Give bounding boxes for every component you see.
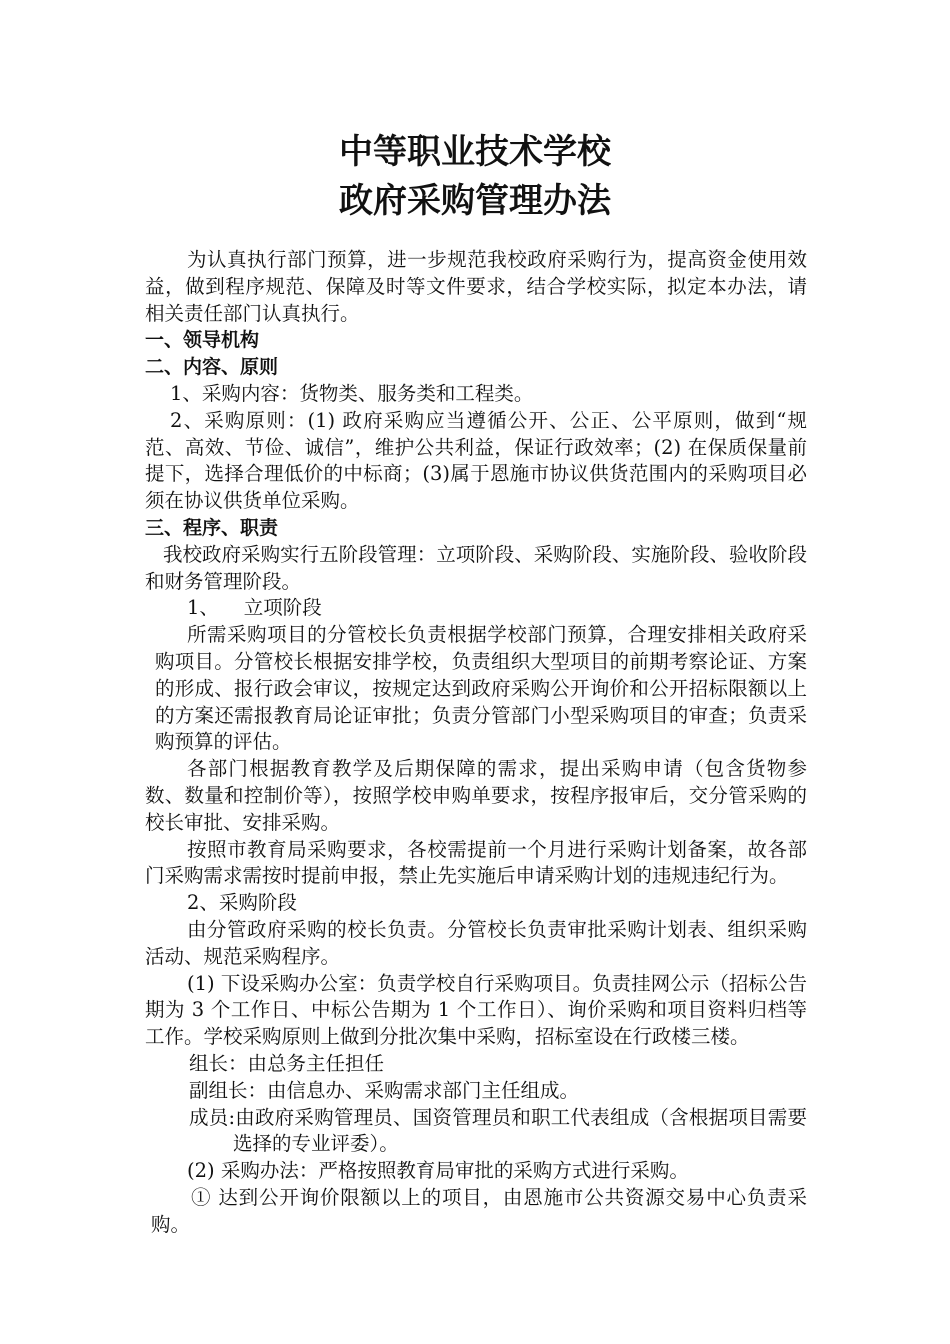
- stage2-procurement-method: (2) 采购办法：严格按照教育局审批的采购方式进行采购。: [187, 1159, 689, 1183]
- stage1-paragraph-1: 所需采购项目的分管校长负责根据学校部门预算，合理安排相关政府采购项目。分管校长根据安排学校，负责组织大型项目的前期考察论证、方案的形成、报行政会审议，按规定达到政府采购公开询价和公开招标限额以上的方案还需报教育局论证审批；负责分管部门小型采购项目的审查；负责采购预算的评估。: [155, 623, 807, 754]
- stage1-paragraph-3: 按照市教育局采购要求，各校需提前一个月进行采购计划备案，故各部门采购需求需按时提前申报，禁止先实施后申请采购计划的违规违纪行为。: [145, 837, 807, 888]
- document-title-line2: 政府采购管理办法: [339, 181, 611, 221]
- stage2-procurement-office: (1) 下设采购办公室：负责学校自行采购项目。负责挂网公示（招标公告期为 3 个工作日、中标公告期为 1 个工作日）、询价采购和项目资料归档等工作。学校采购原则上做到分批次集中采购，招标室设在行政楼三楼。: [145, 971, 807, 1049]
- section-heading-content-principles: 二、内容、原则: [145, 356, 279, 379]
- stage2-heading: 2、采购阶段: [187, 891, 297, 915]
- stage1-heading: 1、 立项阶段: [187, 596, 322, 620]
- deputy-leader-line: 副组长：由信息办、采购需求部门主任组成。: [189, 1078, 580, 1102]
- stage2-paragraph-1: 由分管政府采购的校长负责。分管校长负责审批采购计划表、组织采购活动、规范采购程序。: [145, 917, 807, 968]
- section-heading-procedures: 三、程序、职责: [145, 516, 279, 539]
- intro-paragraph: 为认真执行部门预算，进一步规范我校政府采购行为，提高资金使用效益，做到程序规范、保障及时等文件要求，结合学校实际，拟定本办法，请相关责任部门认真执行。: [145, 248, 807, 325]
- stage1-paragraph-2: 各部门根据教育教学及后期保障的需求，提出采购申请（包含货物参数、数量和控制价等），按照学校申购单要求，按程序报审后，交分管采购的校长审批、安排采购。: [145, 757, 807, 834]
- procurement-content-item: 1、采购内容：货物类、服务类和工程类。: [170, 381, 534, 405]
- section-heading-leadership: 一、领导机构: [145, 329, 260, 352]
- leader-line: 组长：由总务主任担任: [189, 1051, 385, 1075]
- five-stage-intro: 我校政府采购实行五阶段管理：立项阶段、采购阶段、实施阶段、验收阶段和财务管理阶段。: [145, 542, 807, 593]
- procurement-principles-item: 2、采购原则：(1) 政府采购应当遵循公开、公正、公平原则，做到“规范、高效、节俭、诚信”，维护公共利益，保证行政效率；(2) 在保质保量前提下，选择合理低价的中标商；(3)属于恩施市协议供货范围内的采购项目必须在协议供货单位采购。: [145, 408, 807, 513]
- document-title-line1: 中等职业技术学校: [339, 132, 611, 172]
- document-body: [145, 247, 807, 1238]
- members-line: 成员:由政府采购管理员、国资管理员和职工代表组成（含根据项目需要选择的专业评委）。: [189, 1105, 807, 1156]
- circled-item-1: ① 达到公开询价限额以上的项目，由恩施市公共资源交易中心负责采购。: [151, 1185, 807, 1236]
